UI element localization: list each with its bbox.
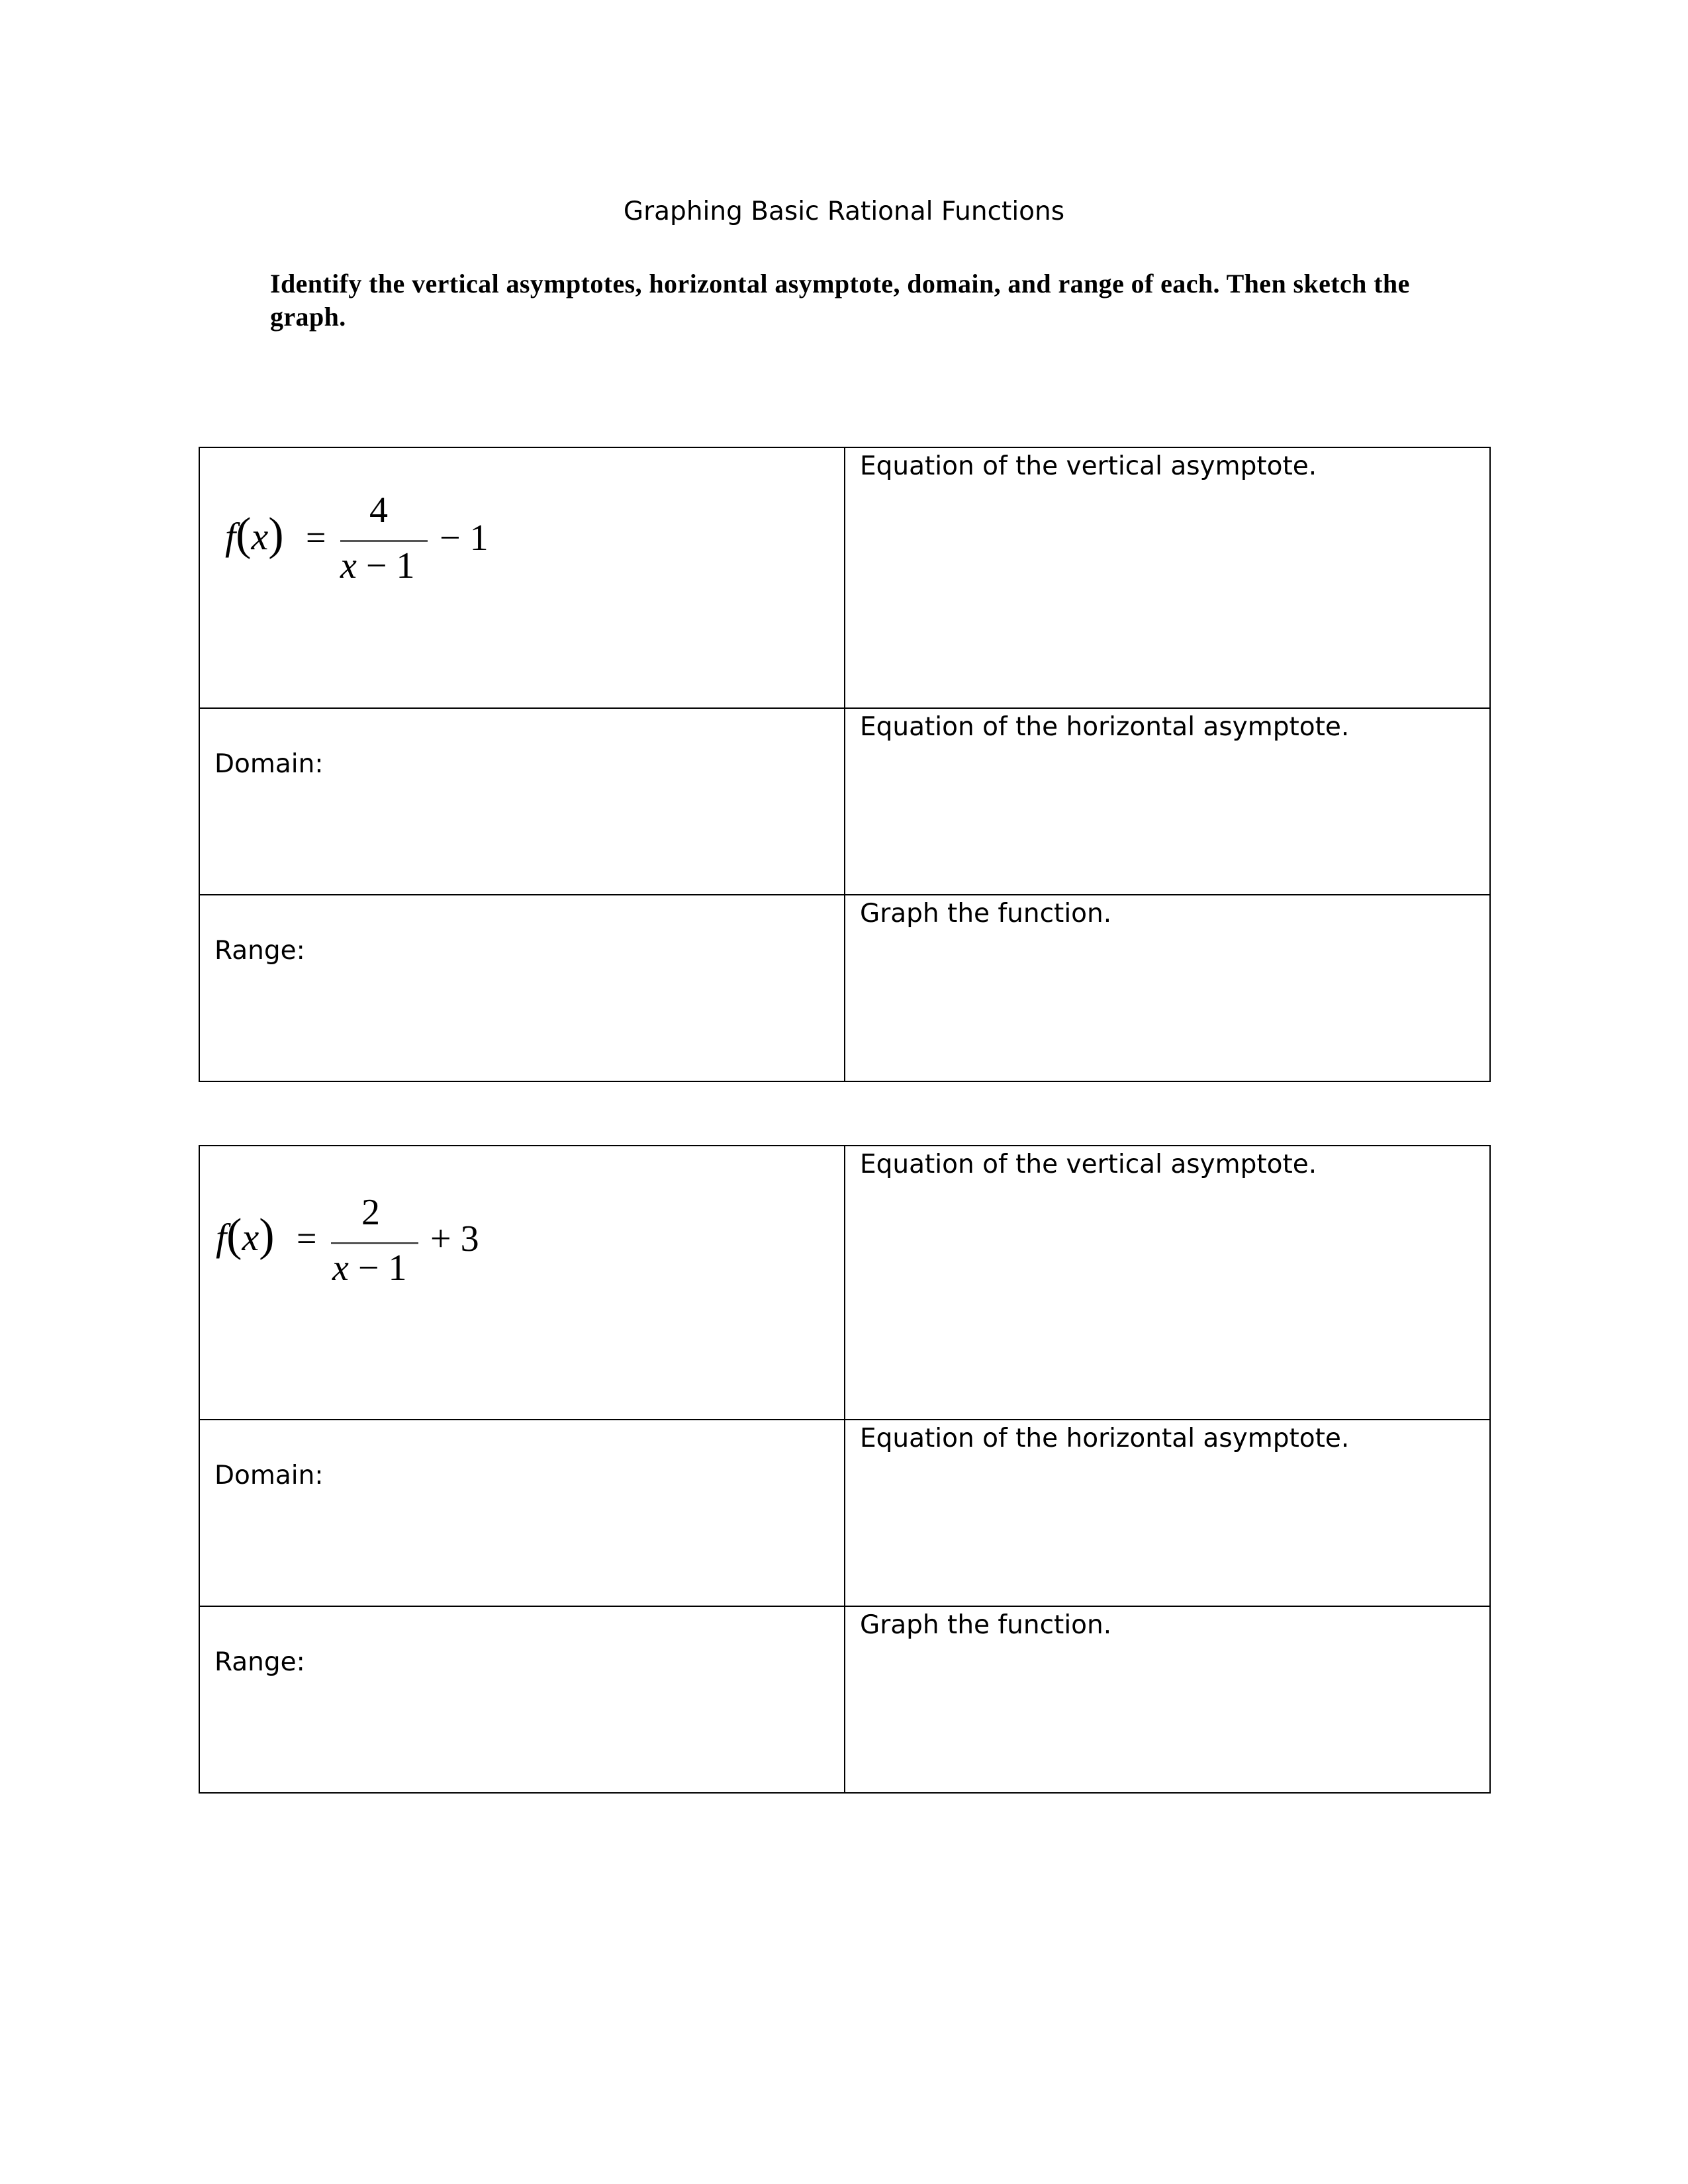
function-variable: x bbox=[251, 515, 269, 558]
domain-label: Domain: bbox=[214, 1461, 324, 1490]
domain-cell[interactable] bbox=[199, 1420, 845, 1606]
graph-cell[interactable] bbox=[845, 1606, 1490, 1793]
denominator: x − 1 bbox=[340, 545, 415, 586]
function-cell: f(x) = 2 x − 1 + 3 bbox=[199, 1146, 845, 1420]
problem-1-table bbox=[199, 447, 1491, 1082]
vertical-asymptote-label: Equation of the vertical asymptote. bbox=[860, 451, 1317, 481]
function-name: f bbox=[216, 1216, 227, 1259]
vertical-asymptote-label: Equation of the vertical asymptote. bbox=[860, 1150, 1317, 1179]
numerator: 4 bbox=[369, 490, 388, 531]
domain-cell[interactable] bbox=[199, 708, 845, 895]
range-cell[interactable] bbox=[199, 1606, 845, 1793]
page-title: Graphing Basic Rational Functions bbox=[623, 197, 1065, 226]
horizontal-asymptote-cell[interactable] bbox=[845, 1420, 1490, 1606]
graph-label: Graph the function. bbox=[860, 899, 1112, 929]
instructions: Identify the vertical asymptotes, horizontal asymptote, domain, and range of each. Then sketch the graph. bbox=[270, 269, 1410, 332]
function-cell: f(x) = 4 x − 1 − 1 bbox=[199, 447, 845, 708]
horizontal-asymptote-label: Equation of the horizontal asymptote. bbox=[860, 712, 1350, 742]
constant-term: + 3 bbox=[430, 1218, 479, 1259]
function-variable: x bbox=[242, 1216, 259, 1259]
equals-sign: = bbox=[306, 518, 326, 557]
vertical-asymptote-cell[interactable] bbox=[845, 447, 1490, 708]
denominator: x − 1 bbox=[332, 1248, 407, 1289]
range-label: Range: bbox=[214, 1647, 305, 1677]
range-cell[interactable] bbox=[199, 895, 845, 1081]
domain-label: Domain: bbox=[214, 749, 324, 779]
vertical-asymptote-cell[interactable] bbox=[845, 1146, 1490, 1420]
fraction-bar bbox=[340, 540, 428, 542]
function-name: f bbox=[225, 515, 236, 558]
fraction-bar bbox=[331, 1242, 418, 1244]
graph-cell[interactable] bbox=[845, 895, 1490, 1081]
constant-term: − 1 bbox=[440, 518, 489, 559]
graph-label: Graph the function. bbox=[860, 1610, 1112, 1640]
equals-sign: = bbox=[297, 1218, 317, 1258]
horizontal-asymptote-label: Equation of the horizontal asymptote. bbox=[860, 1424, 1350, 1453]
numerator: 2 bbox=[361, 1192, 380, 1233]
range-label: Range: bbox=[214, 936, 305, 966]
problem-2-table bbox=[199, 1145, 1491, 1794]
horizontal-asymptote-cell[interactable] bbox=[845, 708, 1490, 895]
